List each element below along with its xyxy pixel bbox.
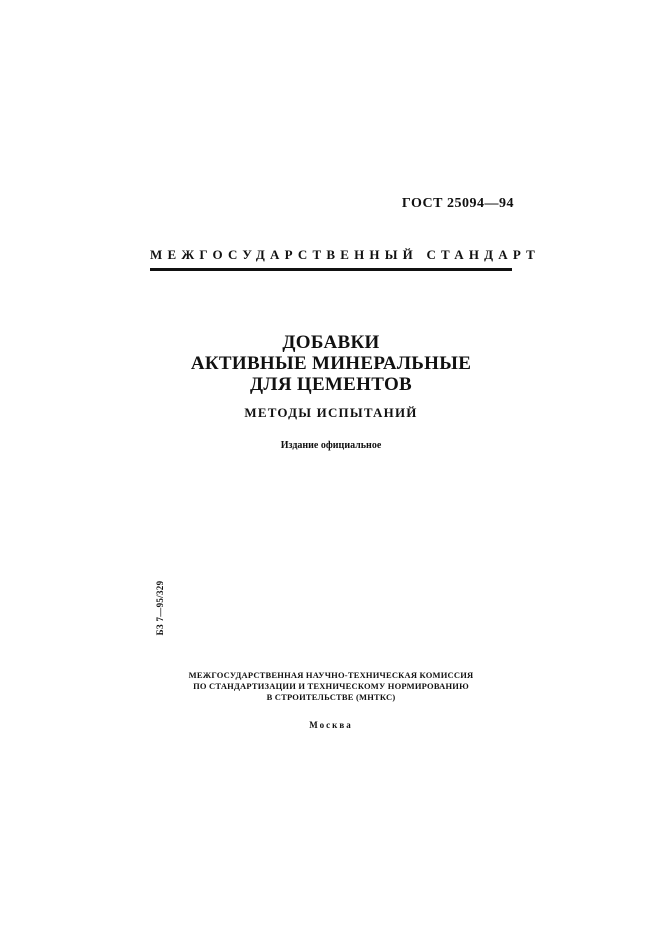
edition-note: Издание официальное <box>280 440 382 451</box>
side-code: БЗ 7—95/329 <box>155 580 165 636</box>
title-line-3: ДЛЯ ЦЕМЕНТОВ <box>249 374 412 395</box>
publisher-line-2: ПО СТАНДАРТИЗАЦИИ И ТЕХНИЧЕСКОМУ НОРМИРОВАНИЮ <box>193 681 469 691</box>
subtitle: МЕТОДЫ ИСПЫТАНИЙ <box>244 405 418 420</box>
heading-rule <box>150 268 512 271</box>
standard-type-heading: МЕЖГОСУДАРСТВЕННЫЙ СТАНДАРТ <box>150 247 541 262</box>
gost-number: ГОСТ 25094—94 <box>401 196 514 211</box>
title-block <box>150 332 512 421</box>
publisher-block <box>150 670 512 703</box>
title-line-1: ДОБАВКИ <box>282 332 380 353</box>
publisher-line-1: МЕЖГОСУДАРСТВЕННАЯ НАУЧНО-ТЕХНИЧЕСКАЯ КОМИССИЯ <box>188 670 474 680</box>
city: Москва <box>309 720 353 730</box>
publisher-line-3: В СТРОИТЕЛЬСТВЕ (МНТКС) <box>266 692 396 702</box>
title-line-2: АКТИВНЫЕ МИНЕРАЛЬНЫЕ <box>190 353 472 374</box>
